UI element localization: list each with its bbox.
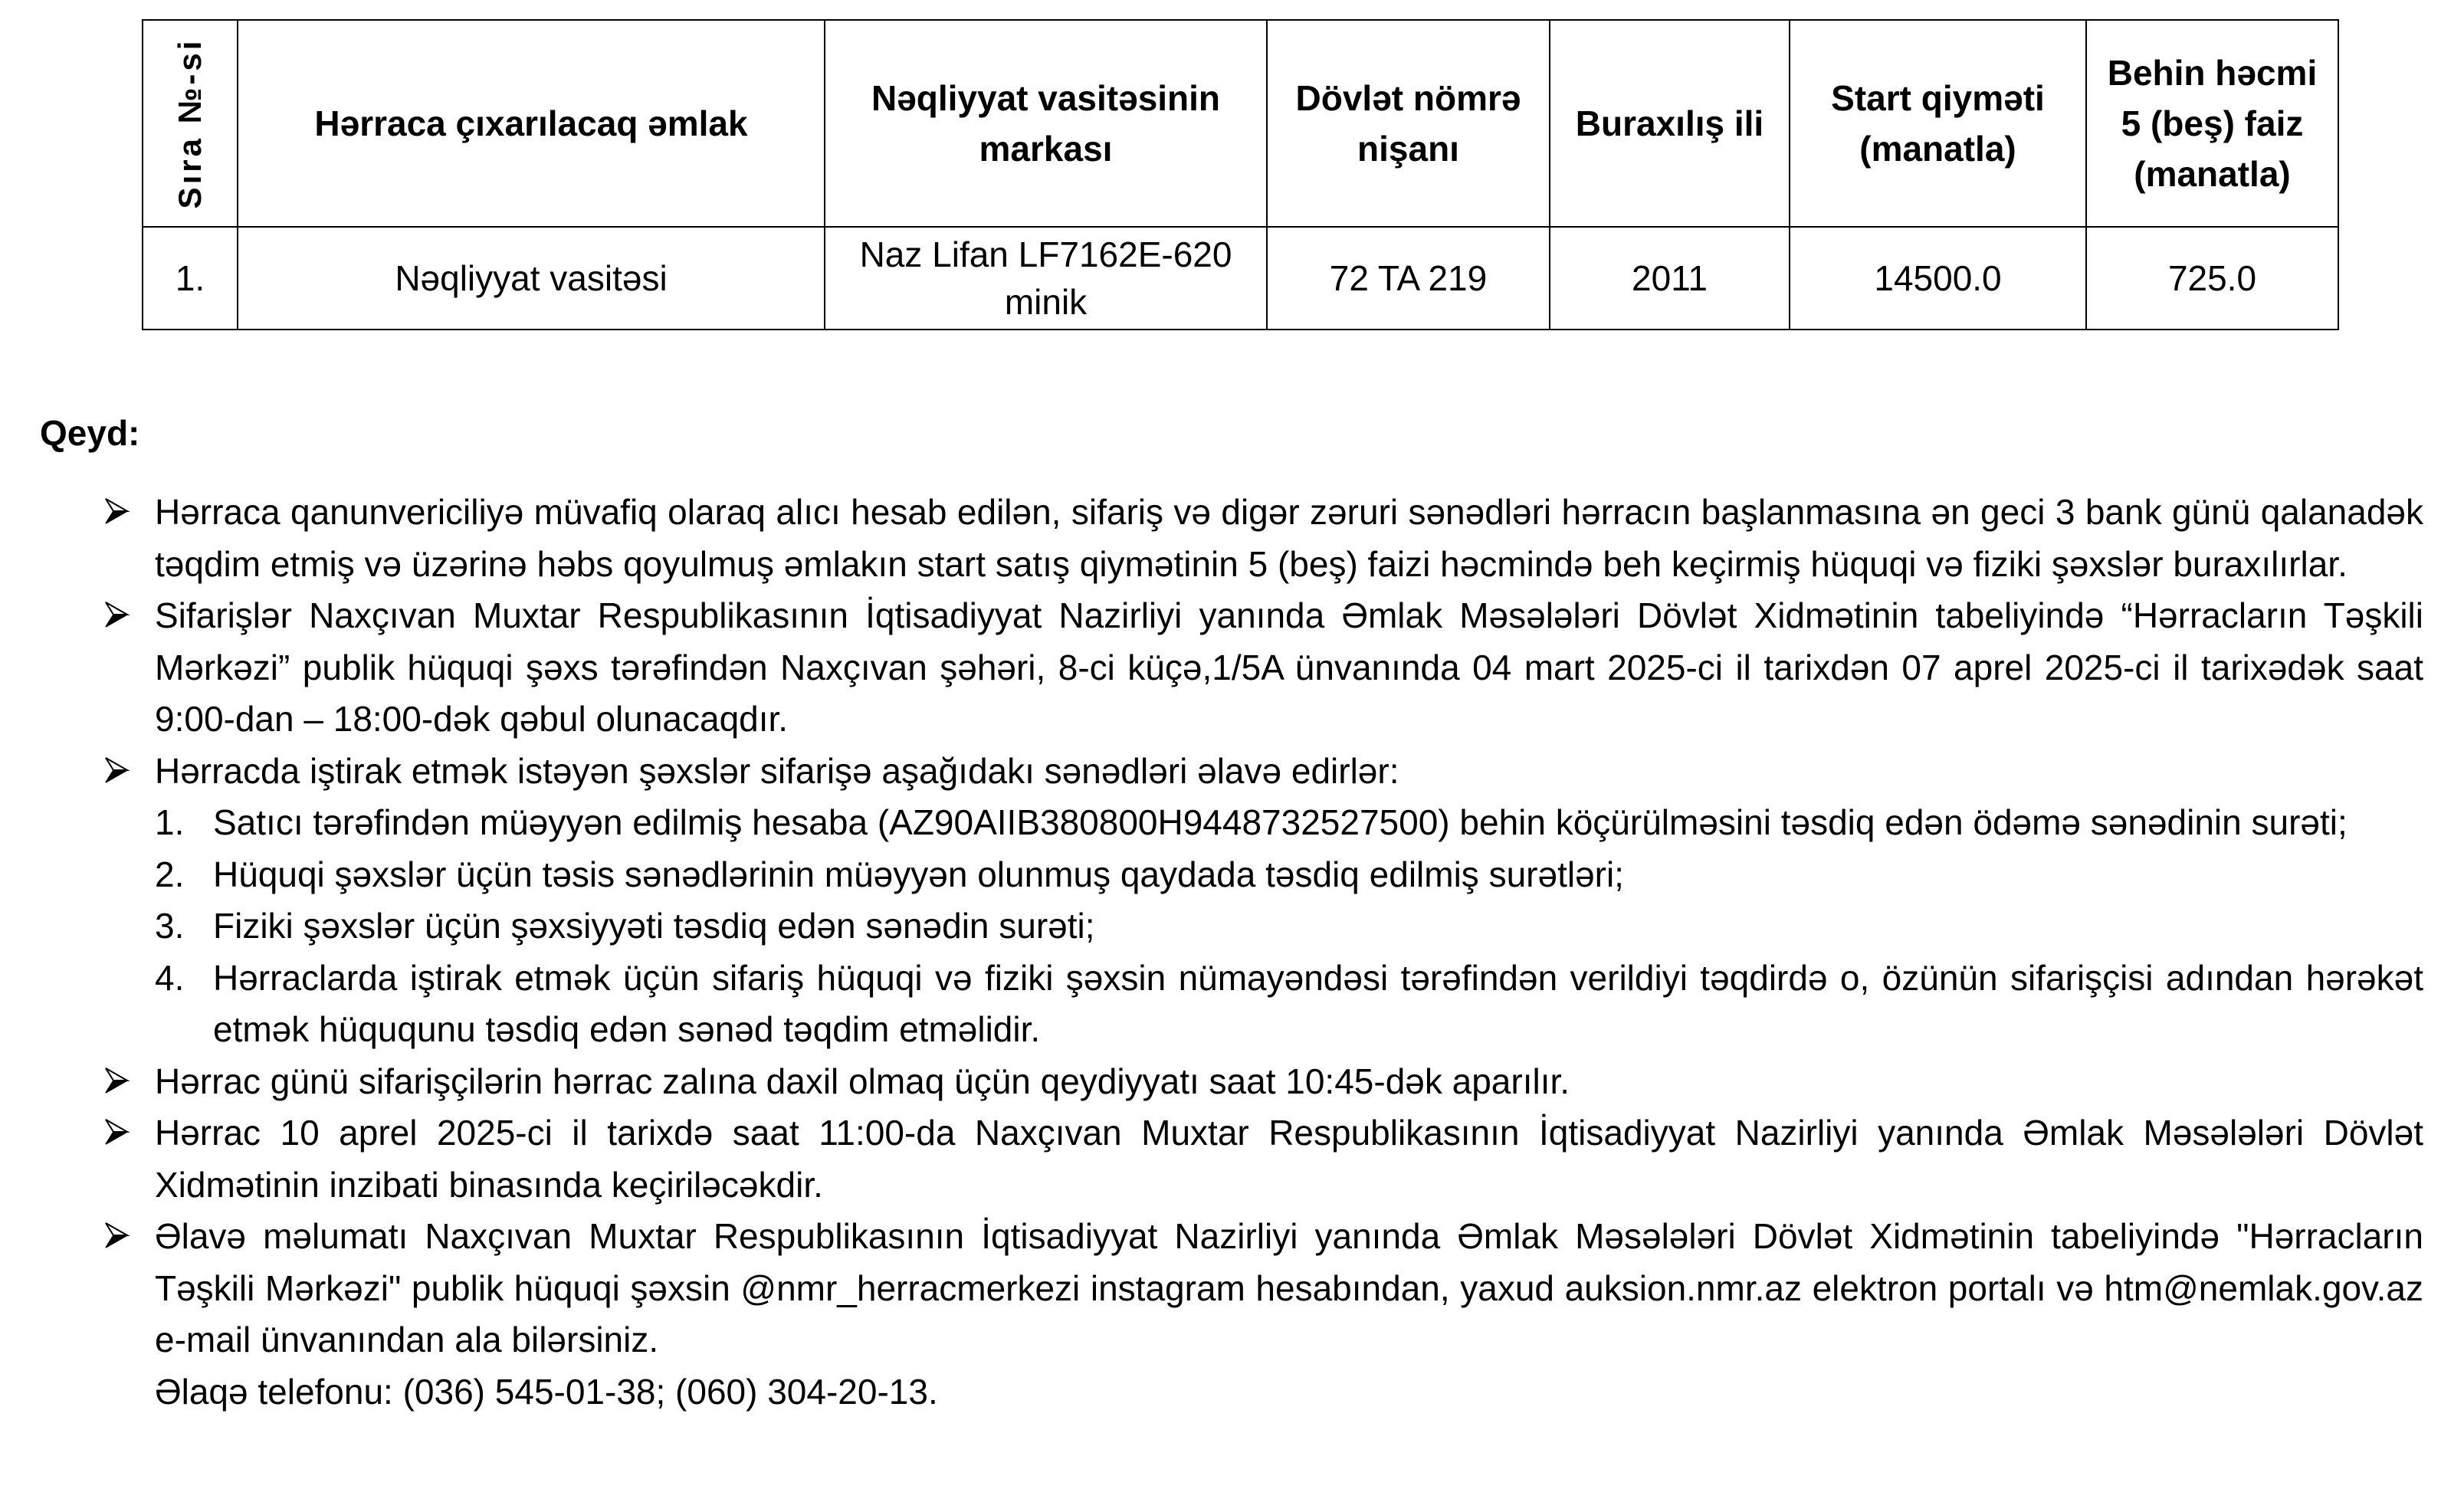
cell-deposit: 725.0 [2086, 227, 2338, 330]
document-item [0, 849, 2464, 901]
document-text: Fiziki şəxslər üçün şəxsiyyəti təsdiq edən sənədin surəti; [213, 906, 1095, 946]
note-bullet [0, 1211, 2464, 1366]
note-text: Əlavə məlumatı Naxçıvan Muxtar Respublikasının İqtisadiyyat Nazirliyi yanında Əmlak Məsələləri Dövlət Xidmətinin tabeliyində "Hərracların Təşkili Mərkəzi" publik hüquqi şəxsin @nmr_herracmerkezi instagram hesabından, yaxud auksion.nmr.az elektron portalı və htm@nemlak.gov.az e-mail ünvanından ala bilərsiniz. [155, 1216, 2423, 1359]
cell-start-price: 14500.0 [1790, 227, 2086, 330]
arrowhead-bullet-icon [103, 601, 130, 628]
arrowhead-bullet-icon [103, 756, 130, 784]
arrowhead-bullet-icon [103, 497, 130, 525]
cell-plate-number: 72 TA 219 [1267, 227, 1550, 330]
document-number: 4. [155, 957, 185, 998]
document-item [0, 953, 2464, 1056]
header-deposit: Behin həcmi 5 (beş) faiz (manatla) [2086, 20, 2338, 227]
note-text: Hərrac 10 aprel 2025-ci il tarixdə saat 11:00-da Naxçıvan Muxtar Respublikasının İqtisadiyyat Nazirliyi yanında Əmlak Məsələləri Dövlət Xidmətinin inzibati binasında keçiriləcəkdir. [155, 1113, 2423, 1205]
arrowhead-bullet-icon [103, 1222, 130, 1249]
header-vehicle-brand: Nəqliyyat vasitəsinin markası [825, 20, 1267, 227]
note-text: Sifarişlər Naxçıvan Muxtar Respublikasının İqtisadiyyat Nazirliyi yanında Əmlak Məsələləri Dövlət Xidmətinin tabeliyində “Hərracların Təşkili Mərkəzi” publik hüquqi şəxs tərəfindən Naxçıvan şəhəri, 8-ci küçə,1/5A ünvanında 04 mart 2025-ci il tarixdən 07 aprel 2025-ci il tarixədək saat 9:00-dan – 18:00-dək qəbul olunacaqdır. [155, 595, 2423, 739]
note-bullet [0, 590, 2464, 746]
note-bullet [0, 487, 2464, 590]
note-text: Hərrac günü sifarişçilərin hərrac zalına daxil olmaq üçün qeydiyyatı saat 10:45-dək aparılır. [155, 1061, 1570, 1101]
note-bullet [0, 1107, 2464, 1211]
cell-year: 2011 [1550, 227, 1790, 330]
document-number: 1. [155, 802, 185, 842]
document-item [0, 900, 2464, 953]
header-year: Buraxılış ili [1550, 20, 1790, 227]
note-bullet [0, 746, 2464, 798]
document-text: Hüquqi şəxslər üçün təsis sənədlərinin müəyyən olunmuş qaydada təsdiq edilmiş surətləri; [213, 854, 1624, 894]
header-row-number-label: Sıra №-si [172, 38, 208, 209]
cell-vehicle-brand: Naz Lifan LF7162E-620 minik [825, 227, 1267, 330]
header-plate-number: Dövlət nömrə nişanı [1267, 20, 1550, 227]
notes-list [0, 487, 2464, 1418]
header-row-number [143, 20, 238, 227]
note-bullet [0, 1056, 2464, 1108]
document-item [0, 797, 2464, 849]
table-row [143, 227, 2338, 330]
header-start-price: Start qiyməti (manatla) [1790, 20, 2086, 227]
header-property: Hərraca çıxarılacaq əmlak [238, 20, 825, 227]
arrowhead-bullet-icon [103, 1118, 130, 1146]
document-number: 2. [155, 854, 185, 894]
table-header-row [143, 20, 2338, 227]
notes-title: Qeyd: [40, 413, 140, 453]
arrowhead-bullet-icon [103, 1067, 130, 1094]
document-text: Hərraclarda iştirak etmək üçün sifariş hüquqi və fiziki şəxsin nümayəndəsi tərəfindən verildiyi təqdirdə o, özünün sifarişçisi adından hərəkət etmək hüququnu təsdiq edən sənəd təqdim etməlidir. [213, 957, 2423, 1049]
note-text: Hərraca qanunvericiliyə müvafiq olaraq alıcı hesab edilən, sifariş və digər zəruri sənədləri hərracın başlanmasına ən geci 3 bank günü qalanadək təqdim etmiş və üzərinə həbs qoyulmuş əmlakın start satış qiymətinin 5 (beş) faizi həcmində beh keçirmiş hüquqi və fiziki şəxslər buraxılırlar. [155, 492, 2423, 584]
note-text: Hərracda iştirak etmək istəyən şəxslər sifarişə aşağıdakı sənədləri əlavə edirlər: [155, 750, 1399, 791]
contact-phone: Əlaqə telefonu: (036) 545-01-38; (060) 304-20-13. [155, 1371, 938, 1412]
cell-property: Nəqliyyat vasitəsi [238, 227, 825, 330]
auction-lot-table [142, 19, 2339, 330]
document-text: Satıcı tərəfindən müəyyən edilmiş hesaba (AZ90AIIB380800H9448732527500) behin köçürülməsini təsdiq edən ödəmə sənədinin surəti; [213, 802, 2348, 842]
document-number: 3. [155, 906, 185, 946]
cell-row-number: 1. [143, 227, 238, 330]
